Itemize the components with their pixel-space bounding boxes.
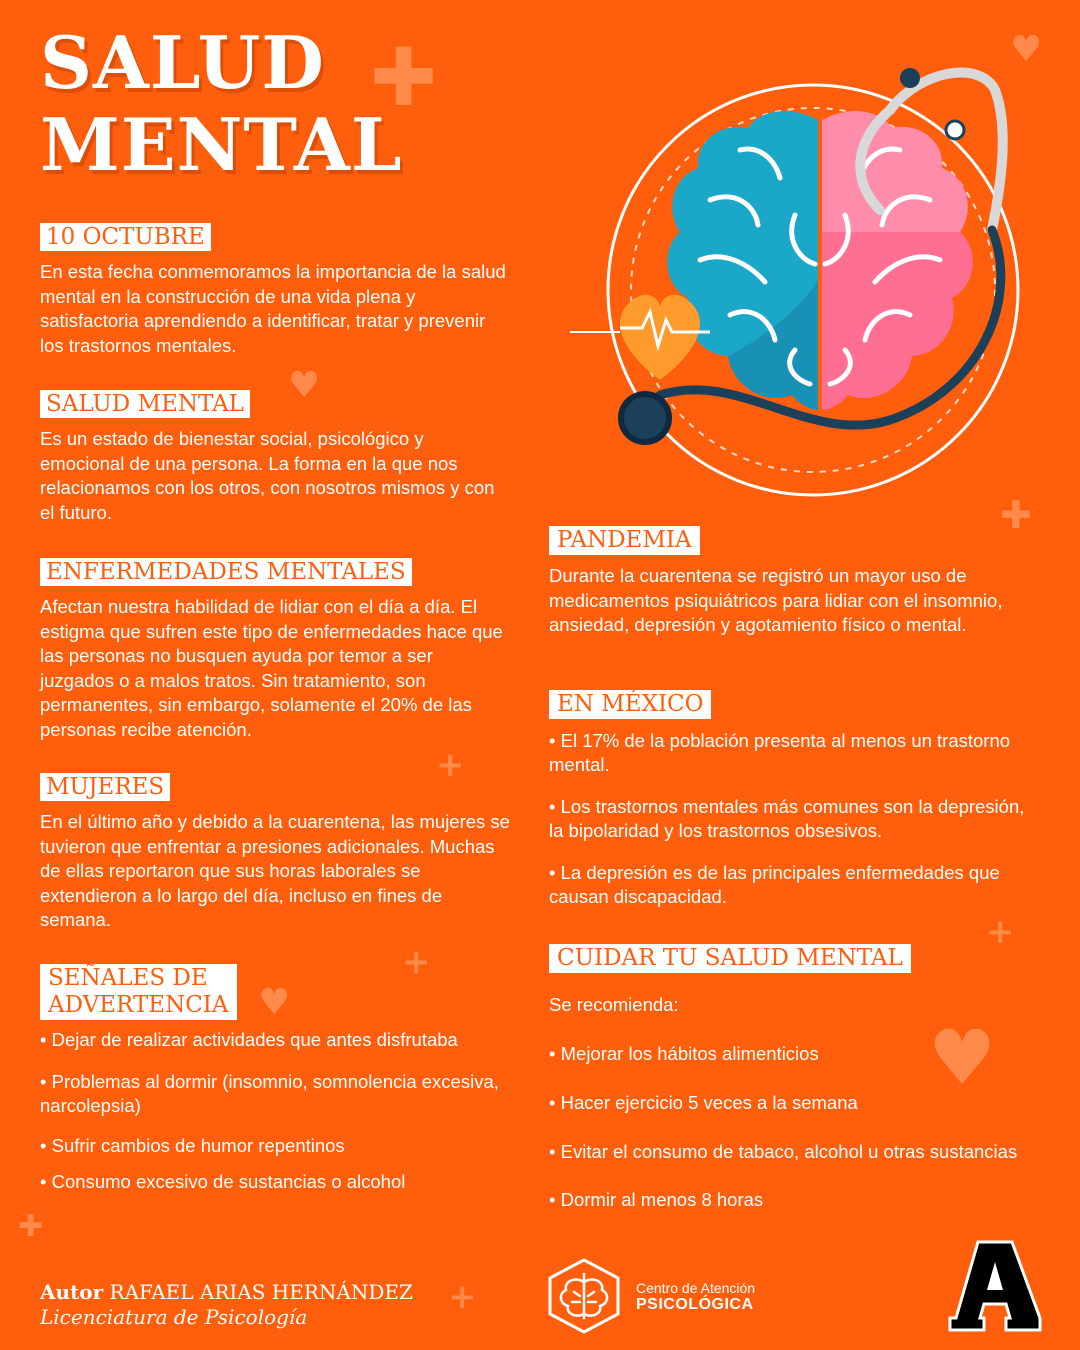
plus-icon: + — [448, 1277, 477, 1317]
brain-stethoscope-illustration — [560, 50, 1060, 510]
text-salud-mental: Es un estado de bienestar social, psicológico y emocional de una persona. La forma en la que nos relacionamos con los otros, con nosotros mismos y con el futuro. — [40, 428, 495, 523]
plus-icon: ✚ — [370, 31, 438, 124]
heart-pulse-icon — [570, 295, 710, 380]
list-item: • Dejar de realizar actividades que antes disfrutaba — [40, 1028, 520, 1052]
heading-cuidar-salud-mental: CUIDAR TU SALUD MENTAL — [549, 944, 911, 973]
brain-hexagon-icon — [544, 1258, 624, 1334]
list-item: • Mejorar los hábitos alimenticios — [549, 1042, 1049, 1066]
title-line-2: MENTAL — [40, 102, 403, 187]
plus-icon: + — [402, 942, 431, 982]
university-logo — [948, 1240, 1042, 1332]
cuidar-list — [549, 1042, 1049, 1212]
author-program: Licenciatura de Psicología — [40, 1305, 308, 1329]
text-enfermedades-mentales: Afectan nuestra habilidad de lidiar con el día a día. El estigma que sufren este tipo de enfermedades hace que las personas no busquen ayuda por temor a ser juzgados o a malos tratos. Sin tratamiento, son permanentes, sin embargo, solamente el 20% de las personas recibe atención. — [40, 596, 503, 740]
list-item: • Dormir al menos 8 horas — [549, 1188, 1049, 1212]
heading-salud-mental: SALUD MENTAL — [40, 390, 250, 418]
plus-icon: ✚ — [18, 1209, 44, 1244]
text-se-recomienda: Se recomienda: — [549, 994, 679, 1015]
letter-a-logo — [948, 1240, 1042, 1332]
title-line-1: SALUD — [40, 20, 325, 105]
section-cuidar-salud-mental — [549, 944, 1049, 1212]
text-pandemia: Durante la cuarentena se registró un mayor uso de medicamentos psiquiátricos para lidiar con el insomnio, ansiedad, depresión y agotamiento físico o mental. — [549, 565, 1003, 635]
heart-icon: ♥ — [258, 982, 291, 1023]
center-name-line-1: Centro de Atención — [636, 1280, 756, 1296]
section-senales-advertencia — [40, 964, 520, 1194]
list-item: • La depresión es de las principales enfermedades que causan discapacidad. — [549, 861, 1039, 909]
section-10-octubre — [40, 223, 510, 358]
plus-icon: ✚ — [1000, 493, 1032, 537]
heading-pandemia: PANDEMIA — [549, 526, 700, 555]
plus-icon: + — [986, 912, 1015, 952]
section-mujeres — [40, 773, 510, 933]
mexico-list — [549, 729, 1039, 909]
heading-enfermedades-mentales: ENFERMEDADES MENTALES — [40, 558, 412, 586]
senales-list — [40, 1028, 520, 1194]
heart-icon: ♥ — [288, 365, 321, 406]
author-name: RAFAEL ARIAS HERNÁNDEZ — [109, 1280, 413, 1304]
section-pandemia — [549, 526, 1019, 638]
plus-icon: + — [436, 745, 465, 785]
list-item: • Evitar el consumo de tabaco, alcohol u otras sustancias — [549, 1140, 1049, 1164]
section-salud-mental — [40, 390, 510, 525]
center-name-line-2: PSICOLÓGICA — [636, 1296, 754, 1313]
heart-icon: ♥ — [928, 1013, 997, 1102]
heading-10-octubre: 10 OCTUBRE — [40, 223, 211, 251]
section-enfermedades-mentales — [40, 558, 510, 742]
text-10-octubre: En esta fecha conmemoramos la importancia de la salud mental en la construcción de una vida plena y satisfactoria aprendiendo a identificar, tratar y prevenir los trastornos mentales. — [40, 261, 506, 356]
heading-senales-line-2: ADVERTENCIA — [48, 992, 229, 1018]
author-label: Autor — [40, 1280, 104, 1304]
list-item: • Los trastornos mentales más comunes son la depresión, la bipolaridad y los trastornos obsesivos. — [549, 795, 1039, 843]
list-item: • Sufrir cambios de humor repentinos — [40, 1134, 520, 1158]
heading-senales-line-1: SEÑALES DE — [48, 965, 208, 991]
heading-en-mexico: EN MÉXICO — [549, 690, 711, 719]
brain-right-half — [822, 111, 973, 410]
list-item: • Problemas al dormir (insomnio, somnolencia excesiva, narcolepsia) — [40, 1070, 520, 1118]
text-mujeres: En el último año y debido a la cuarentena, las mujeres se tuvieron que enfrentar a presiones adicionales. Muchas de ellas reportaron que sus horas laborales se extendieron a lo largo del día, incluso en fines de semana. — [40, 811, 510, 930]
brain-left-half — [667, 111, 818, 410]
author-credit — [40, 1280, 413, 1330]
centro-atencion-logo — [544, 1258, 784, 1334]
page-title — [40, 22, 403, 186]
list-item: • Consumo excesivo de sustancias o alcohol — [40, 1170, 520, 1194]
section-en-mexico — [549, 690, 1039, 909]
heading-senales-advertencia — [40, 964, 237, 1020]
heading-mujeres: MUJERES — [40, 773, 170, 801]
list-item: • Hacer ejercicio 5 veces a la semana — [549, 1091, 1049, 1115]
list-item: • El 17% de la población presenta al menos un trastorno mental. — [549, 729, 1039, 777]
heart-icon: ♥ — [1010, 29, 1043, 70]
